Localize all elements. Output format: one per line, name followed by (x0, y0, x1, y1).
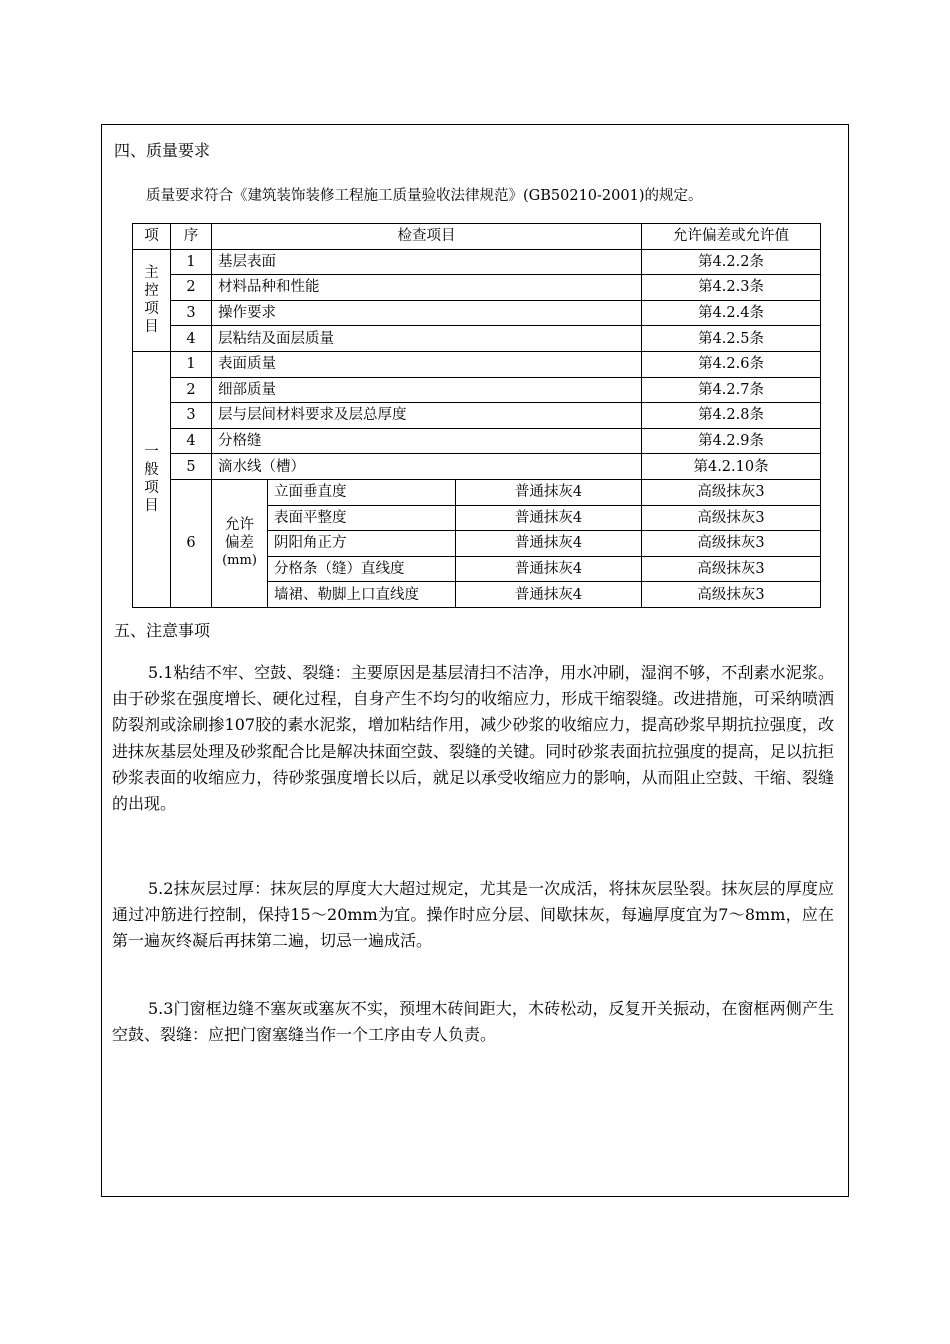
table-row (133, 326, 821, 352)
table-row (133, 300, 821, 326)
table-row (133, 249, 821, 275)
general-group-label: 一 般 项 目 (133, 351, 171, 607)
row-value: 第4.2.5条 (642, 326, 821, 352)
tolerance-advanced: 高级抹灰3 (642, 582, 821, 608)
row-no: 1 (171, 351, 212, 377)
row-item: 分格缝 (212, 428, 642, 454)
row-no: 3 (171, 300, 212, 326)
row-no: 3 (171, 403, 212, 429)
tolerance-item: 表面平整度 (268, 505, 456, 531)
tolerance-item: 墙裙、勒脚上口直线度 (268, 582, 456, 608)
row-item: 基层表面 (212, 249, 642, 275)
tolerance-advanced: 高级抹灰3 (642, 505, 821, 531)
row-no: 2 (171, 275, 212, 301)
tolerance-item: 分格条（缝）直线度 (268, 556, 456, 582)
main-group-label: 主 控 项 目 (133, 249, 171, 351)
table-row (133, 351, 821, 377)
row-no: 4 (171, 326, 212, 352)
row-value: 第4.2.10条 (642, 454, 821, 480)
tolerance-normal: 普通抹灰4 (456, 531, 642, 557)
row-item: 操作要求 (212, 300, 642, 326)
tolerance-normal: 普通抹灰4 (456, 582, 642, 608)
header-cell: 检查项目 (212, 224, 642, 250)
row-item: 滴水线（槽） (212, 454, 642, 480)
note-paragraph-1: 5.1粘结不牢、空鼓、裂缝：主要原因是基层清扫不洁净，用水冲刷，湿润不够，不刮素水泥浆。由于砂浆在强度增长、硬化过程，自身产生不均匀的收缩应力，形成干缩裂缝。改进措施，可采纳喷洒防裂剂或涂刷掺107胶的素水泥浆，增加粘结作用，减少砂浆的收缩应力，提高砂浆早期抗拉强度，改进抹灰基层处理及砂浆配合比是解决抹面空鼓、裂缝的关键。同时砂浆表面抗拉强度的提高，足以抗拒砂浆表面的收缩应力，待砂浆强度增长以后，就足以承受收缩应力的影响，从而阻止空鼓、干缩、裂缝的出现。 (112, 663, 834, 814)
tolerance-normal: 普通抹灰4 (456, 505, 642, 531)
row-no: 6 (171, 479, 212, 607)
row-value: 第4.2.8条 (642, 403, 821, 429)
row-item: 表面质量 (212, 351, 642, 377)
tolerance-item: 阴阳角正方 (268, 531, 456, 557)
tolerance-normal: 普通抹灰4 (456, 556, 642, 582)
tolerance-advanced: 高级抹灰3 (642, 556, 821, 582)
table-row (133, 428, 821, 454)
row-value: 第4.2.6条 (642, 351, 821, 377)
row-no: 1 (171, 249, 212, 275)
table-header-row (133, 224, 821, 250)
row-value: 第4.2.9条 (642, 428, 821, 454)
row-value: 第4.2.4条 (642, 300, 821, 326)
row-no: 5 (171, 454, 212, 480)
row-value: 第4.2.2条 (642, 249, 821, 275)
table-row (133, 275, 821, 301)
row-value: 第4.2.3条 (642, 275, 821, 301)
tolerance-advanced: 高级抹灰3 (642, 531, 821, 557)
note-paragraph-3: 5.3门窗框边缝不塞灰或塞灰不实，预埋木砖间距大，木砖松动，反复开关振动，在窗框两侧产生空鼓、裂缝：应把门窗塞缝当作一个工序由专人负责。 (112, 999, 834, 1045)
note-paragraph-2: 5.2抹灰层过厚：抹灰层的厚度大大超过规定，尤其是一次成活，将抹灰层坠裂。抹灰层的厚度应通过冲筋进行控制，保持15～20mm为宜。操作时应分层、间歇抹灰，每遍厚度宜为7～8mm，应在第一遍灰终凝后再抹第二遍，切忌一遍成活。 (112, 879, 834, 951)
tolerance-normal: 普通抹灰4 (456, 479, 642, 505)
quality-intro: 质量要求符合《建筑装饰装修工程施工质量验收法律规范》(GB50210-2001)的规定。 (146, 188, 703, 204)
table-row (133, 377, 821, 403)
row-item: 材料品种和性能 (212, 275, 642, 301)
row-item: 细部质量 (212, 377, 642, 403)
table-row (133, 403, 821, 429)
header-cell: 项 (133, 224, 171, 250)
section-4-title: 四、质量要求 (114, 141, 211, 160)
row-no: 2 (171, 377, 212, 403)
tolerance-advanced: 高级抹灰3 (642, 479, 821, 505)
row-item: 层与层间材料要求及层总厚度 (212, 403, 642, 429)
row-item: 层粘结及面层质量 (212, 326, 642, 352)
table-row (133, 454, 821, 480)
quality-table (132, 223, 821, 608)
row-value: 第4.2.7条 (642, 377, 821, 403)
table-row (133, 479, 821, 505)
tolerance-label: 允许 偏差 (mm) (212, 479, 268, 607)
section-5-title: 五、注意事项 (114, 621, 211, 640)
tolerance-item: 立面垂直度 (268, 479, 456, 505)
header-cell: 允许偏差或允许值 (642, 224, 821, 250)
row-no: 4 (171, 428, 212, 454)
header-cell: 序 (171, 224, 212, 250)
